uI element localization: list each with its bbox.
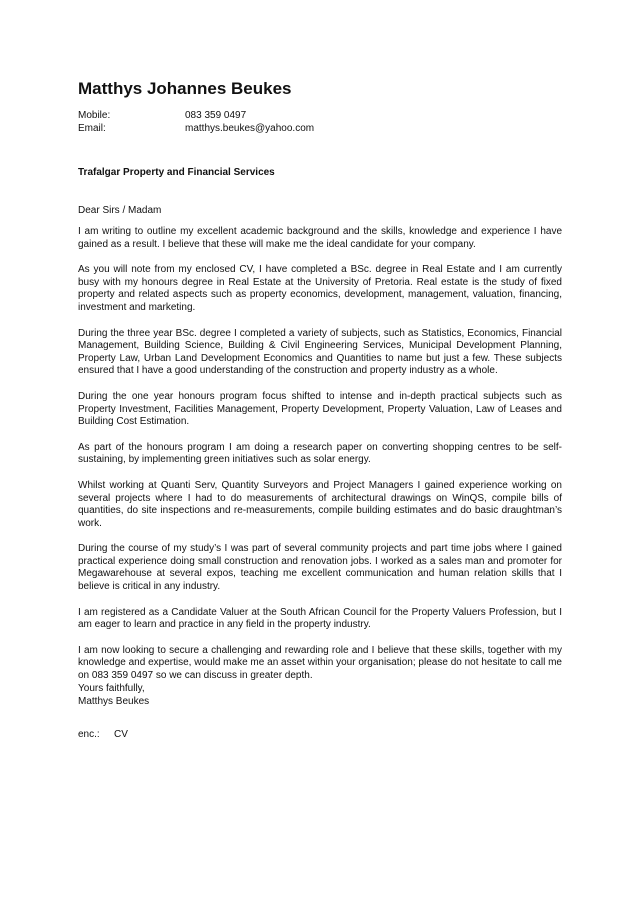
- letter-body: [78, 226, 562, 696]
- enclosure-row: [78, 729, 128, 740]
- recipient-company: Trafalgar Property and Financial Services: [78, 167, 275, 178]
- mobile-label: Mobile:: [78, 110, 111, 121]
- paragraph-2: As you will note from my enclosed CV, I have completed a BSc. degree in Real Estate and I am currently busy with my honours degree in Real Estate at the University of Pretoria. Real estate is the study of fixed property and related aspects such as property economics, development, management, valuation, financing, investment and marketing.: [78, 264, 562, 313]
- signature-name: Matthys Beukes: [78, 696, 150, 707]
- enclosure-label: enc.:: [78, 729, 100, 740]
- salutation: Dear Sirs / Madam: [78, 205, 162, 216]
- paragraph-9: I am now looking to secure a challenging and rewarding role and I believe that these skills, together with my knowledge and expertise, would make me an asset within your organisation; please do not hesitate to call me on 083 359 0497 so we can discuss in greater depth.: [78, 644, 562, 682]
- paragraph-8: I am registered as a Candidate Valuer at the South African Council for the Property Valuers Profession, but I am eager to learn and practice in any field in the property industry.: [78, 606, 562, 631]
- mobile-value: 083 359 0497: [185, 110, 247, 121]
- paragraph-1: I am writing to outline my excellent academic background and the skills, knowledge and experience I have gained as a result. I believe that these will make me the ideal candidate for your company.: [78, 226, 562, 250]
- sender-name: Matthys Johannes Beukes: [78, 79, 292, 98]
- closing-block: [78, 682, 149, 708]
- enclosure-value: CV: [114, 729, 128, 740]
- paragraph-4: During the one year honours program focus shifted to intense and in-depth practical subjects such as Property Investment, Facilities Management, Property Development, Property Valuation, Law of Leases and Building Cost Estimation.: [78, 390, 562, 428]
- paragraph-7: During the course of my study’s I was part of several community projects and part time jobs where I gained practical experience doing small construction and renovation jobs. I worked as a sales man and promoter for Megawarehouse at several expos, teaching me excellent communication and human relation skills that I believe is critical in any industry.: [78, 543, 562, 593]
- mobile-row: [78, 110, 246, 121]
- paragraph-5: As part of the honours program I am doing a research paper on converting shopping centres to be self-sustaining, by implementing green initiatives such as solar energy.: [78, 441, 562, 466]
- paragraph-6: Whilst working at Quanti Serv, Quantity Surveyors and Project Managers I gained experience working on several projects where I had to do measurements of architectural drawings on WinQS, compile bills of quantities, do site inspections and re-measurements, compile building estimates and do basic draughtman’s work.: [78, 479, 562, 529]
- email-row: [78, 123, 314, 134]
- email-value: matthys.beukes@yahoo.com: [185, 123, 315, 134]
- paragraph-3: During the three year BSc. degree I completed a variety of subjects, such as Statistics, Economics, Financial Management, Building Science, Building & Civil Engineering Services, Municipal Development Planning, Property Law, Urban Land Development Economics and Quantities to name but just a few. These subjects ensured that I have a good understanding of the construction and property industry as a whole.: [78, 327, 562, 377]
- email-label: Email:: [78, 123, 106, 134]
- closing-text: Yours faithfully,: [78, 683, 145, 694]
